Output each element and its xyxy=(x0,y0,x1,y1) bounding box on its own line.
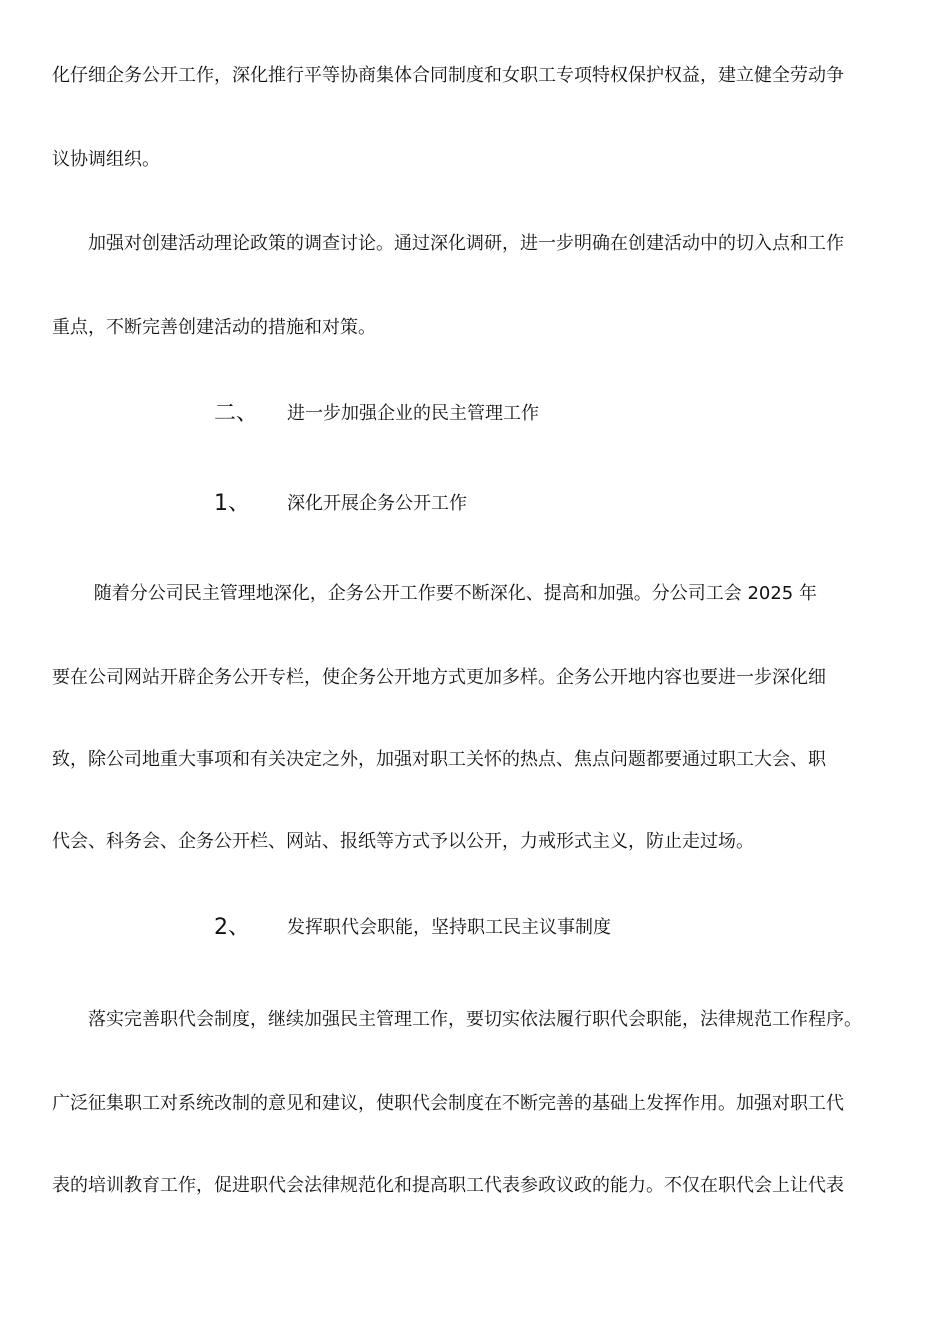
paragraph-4-line-3: 表的培训教育工作，促进职代会法律规范化和提高职工代表参政议政的能力。不仅在职代会上让代表 xyxy=(52,1175,844,1196)
subsection-2-title: 发挥职代会职能，坚持职工民主议事制度 xyxy=(287,917,611,938)
paragraph-1-line-2: 议协调组织。 xyxy=(52,149,160,170)
paragraph-2-line-1: 加强对创建活动理论政策的调查讨论。通过深化调研，进一步明确在创建活动中的切入点和工作 xyxy=(52,233,844,254)
section-2-number: 二、 xyxy=(214,401,259,426)
subsection-1-number: 1、 xyxy=(214,491,250,516)
paragraph-1-line-1: 化仔细企务公开工作，深化推行平等协商集体合同制度和女职工专项特权保护权益，建立健全劳动争 xyxy=(52,65,844,86)
section-2-title: 进一步加强企业的民主管理工作 xyxy=(287,403,539,424)
paragraph-4-line-2: 广泛征集职工对系统改制的意见和建议，使职代会制度在不断完善的基础上发挥作用。加强对职工代 xyxy=(52,1093,844,1114)
paragraph-3-line-1: 随着分公司民主管理地深化，企务公开工作要不断深化、提高和加强。分公司工会 2025 年 xyxy=(52,583,817,604)
subsection-2-number: 2、 xyxy=(214,915,250,940)
paragraph-4-line-1: 落实完善职代会制度，继续加强民主管理工作，要切实依法履行职代会职能，法律规范工作程序。 xyxy=(52,1009,862,1030)
paragraph-3-line-3: 致，除公司地重大事项和有关决定之外，加强对职工关怀的热点、焦点问题都要通过职工大会、职 xyxy=(52,749,826,770)
paragraph-2-line-2: 重点，不断完善创建活动的措施和对策。 xyxy=(52,317,376,338)
paragraph-3-line-4: 代会、科务会、企务公开栏、网站、报纸等方式予以公开，力戒形式主义，防止走过场。 xyxy=(52,831,754,852)
paragraph-3-line-2: 要在公司网站开辟企务公开专栏，使企务公开地方式更加多样。企务公开地内容也要进一步深化细 xyxy=(52,667,826,688)
subsection-1-title: 深化开展企务公开工作 xyxy=(287,493,467,514)
